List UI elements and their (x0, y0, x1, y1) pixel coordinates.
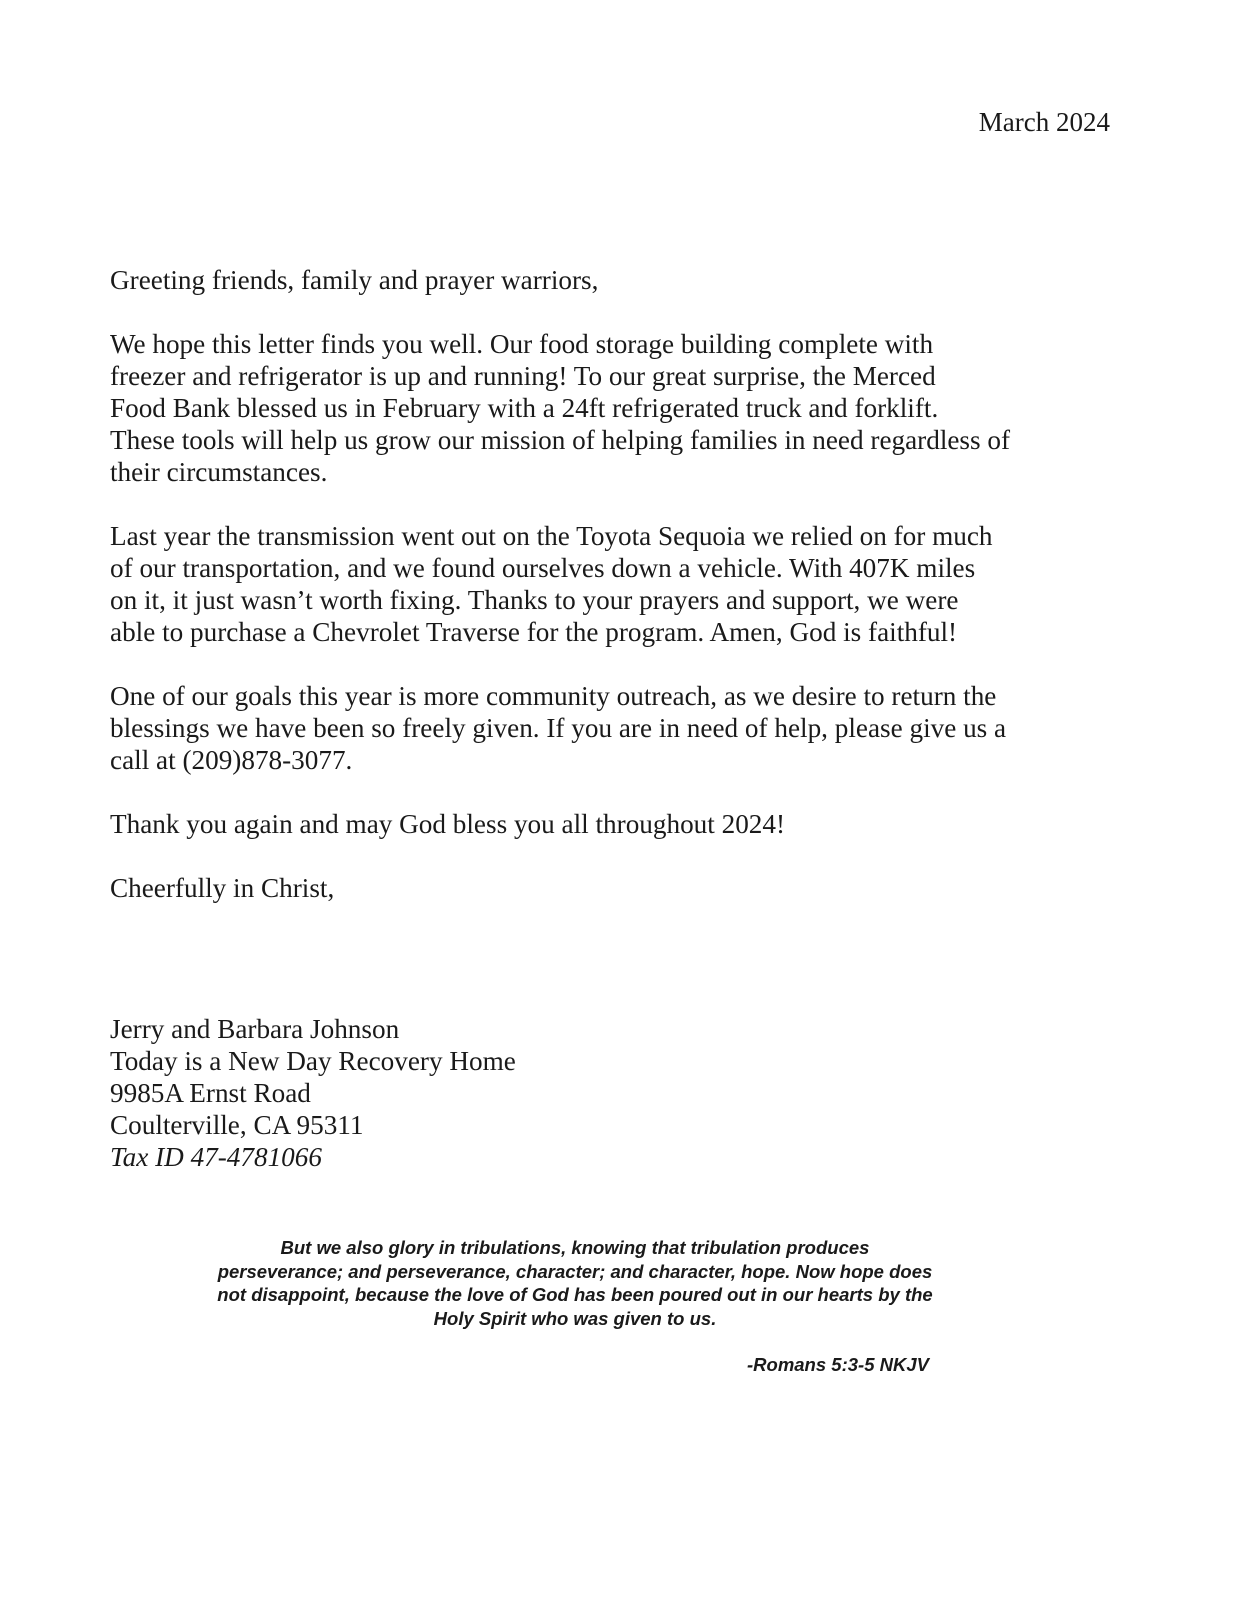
signature-tax-id: Tax ID 47-4781066 (110, 1142, 322, 1172)
paragraph-line: on it, it just wasn’t worth fixing. Thanks to your prayers and support, we were (110, 585, 959, 615)
paragraph-line: One of our goals this year is more community outreach, as we desire to return the (110, 681, 997, 711)
signature-names: Jerry and Barbara Johnson (110, 1014, 400, 1044)
paragraph-vehicle (110, 520, 1140, 648)
paragraph-thanks (110, 808, 1140, 840)
verse-line: But we also glory in tribulations, knowing that tribulation produces (280, 1237, 870, 1258)
paragraph-line: freezer and refrigerator is up and running! To our great surprise, the Merced (110, 361, 936, 391)
paragraph-line: their circumstances. (110, 457, 328, 487)
paragraph-line: call at (209)878-3077. (110, 745, 353, 775)
paragraph-outreach (110, 680, 1140, 776)
signature-block (110, 1013, 516, 1173)
verse-line: Holy Spirit who was given to us. (433, 1307, 717, 1329)
signature-organization: Today is a New Day Recovery Home (110, 1046, 516, 1076)
paragraph-line: Food Bank blessed us in February with a 24ft refrigerated truck and forklift. (110, 393, 939, 423)
paragraph-line: able to purchase a Chevrolet Traverse for the program. Amen, God is faithful! (110, 617, 958, 647)
paragraph-line: These tools will help us grow our mission of helping families in need regardless of (110, 425, 1011, 455)
letter-body (110, 264, 1140, 904)
signature-city: Coulterville, CA 95311 (110, 1110, 364, 1140)
signature-street: 9985A Ernst Road (110, 1078, 311, 1108)
paragraph-line: of our transportation, and we found ourselves down a vehicle. With 407K miles (110, 553, 976, 583)
scripture-citation: -Romans 5:3-5 NKJV (747, 1354, 929, 1375)
verse-line: perseverance; and perseverance, character; and character, hope. Now hope does (217, 1260, 933, 1282)
verse-line: not disappoint, because the love of God has been poured out in our hearts by the (217, 1284, 933, 1305)
scripture-verse (150, 1236, 1000, 1330)
paragraph-line: We hope this letter finds you well. Our food storage building complete with (110, 329, 934, 359)
greeting: Greeting friends, family and prayer warriors, (110, 265, 599, 295)
paragraph-food-storage (110, 328, 1140, 488)
paragraph-line: Thank you again and may God bless you all throughout 2024! (110, 809, 786, 839)
paragraph-line: blessings we have been so freely given. If you are in need of help, please give us a (110, 713, 1007, 743)
paragraph-line: Last year the transmission went out on the Toyota Sequoia we relied on for much (110, 521, 993, 551)
letter-date: March 2024 (978, 107, 1110, 137)
closing: Cheerfully in Christ, (110, 873, 335, 903)
